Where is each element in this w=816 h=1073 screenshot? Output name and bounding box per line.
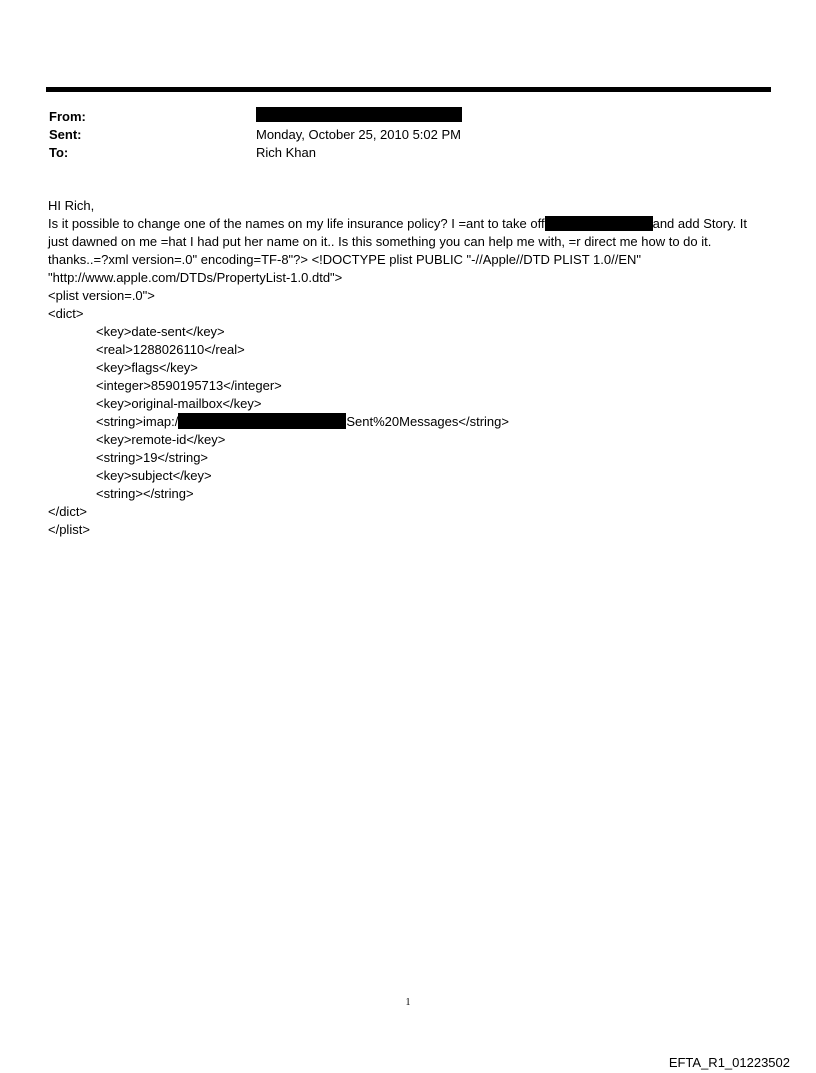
- body-line: <key>flags</key>: [96, 360, 198, 375]
- redaction-box: [545, 216, 653, 231]
- redaction-box: [256, 107, 462, 122]
- page-number: 1: [405, 997, 411, 1008]
- redaction-box: [178, 413, 346, 429]
- from-value: [256, 108, 462, 126]
- body-line: "http://www.apple.com/DTDs/PropertyList-1.0.dtd">: [48, 270, 343, 285]
- body-line: <key>remote-id</key>: [96, 432, 226, 447]
- body-text: <string>imap:/: [96, 414, 179, 429]
- sent-value: Monday, October 25, 2010 5:02 PM: [256, 127, 461, 142]
- body-line: [48, 215, 773, 233]
- greeting: HI Rich,: [48, 198, 95, 213]
- body-line: <key>subject</key>: [96, 468, 212, 483]
- body-line: <string></string>: [96, 486, 194, 501]
- bates-number: EFTA_R1_01223502: [668, 1055, 790, 1070]
- body-text: Is it possible to change one of the names on my life insurance policy? I =ant to take off: [48, 216, 545, 231]
- from-row: [49, 108, 769, 126]
- body-line: </plist>: [48, 522, 90, 537]
- body-line: thanks..=?xml version=.0" encoding=TF-8"?> <!DOCTYPE plist PUBLIC "-//Apple//DTD PLIST 1.0//EN": [48, 252, 641, 267]
- body-line: <plist version=.0">: [48, 288, 155, 303]
- top-rule: [46, 87, 771, 92]
- body-text: and add Story. It: [652, 216, 748, 231]
- body-line: </dict>: [48, 504, 88, 519]
- email-body: [48, 197, 773, 539]
- body-line: <integer>8590195713</integer>: [96, 378, 282, 393]
- to-value: Rich Khan: [256, 145, 316, 160]
- body-line: <key>date-sent</key>: [96, 324, 225, 339]
- body-line: <string>19</string>: [96, 450, 209, 465]
- body-line: <key>original-mailbox</key>: [96, 396, 262, 411]
- to-label: To:: [49, 145, 69, 160]
- email-header: [49, 108, 769, 162]
- to-row: [49, 144, 769, 162]
- body-text: Sent%20Messages</string>: [346, 414, 509, 429]
- body-line: [48, 413, 773, 431]
- body-line: <dict>: [48, 306, 84, 321]
- from-label: From:: [49, 109, 86, 124]
- body-line: <real>1288026110</real>: [96, 342, 245, 357]
- sent-label: Sent:: [49, 127, 82, 142]
- body-line: just dawned on me =hat I had put her name on it.. Is this something you can help me with, =r direct me how to do it.: [48, 234, 712, 249]
- sent-row: [49, 126, 769, 144]
